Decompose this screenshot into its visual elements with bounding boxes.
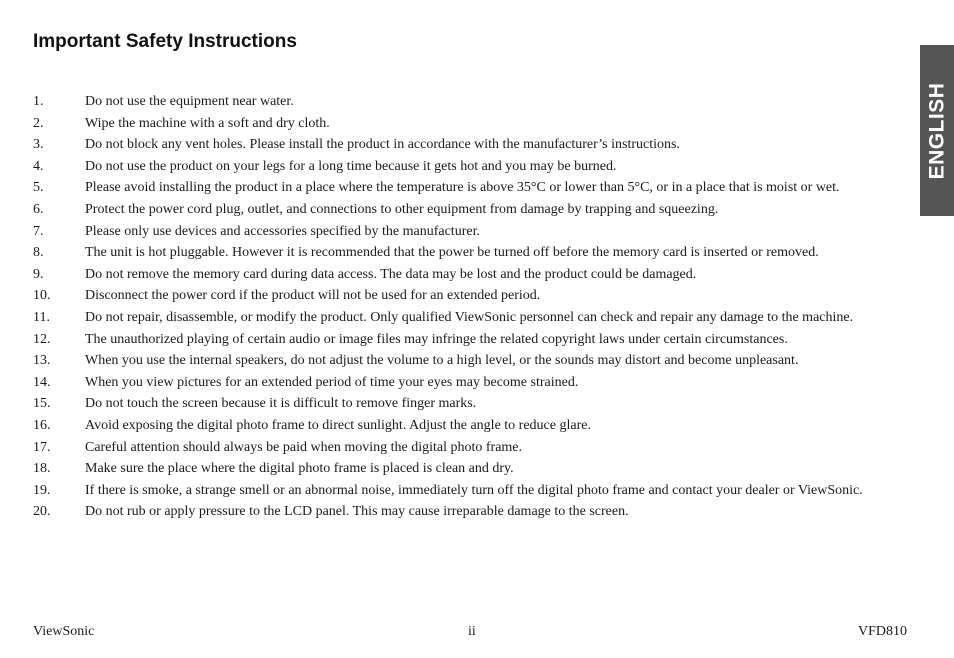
item-text: Protect the power cord plug, outlet, and connections to other equipment from damage by trapping and squeezing. <box>85 201 719 217</box>
item-number: 6. <box>33 201 44 217</box>
item-number: 15. <box>33 396 51 412</box>
item-number: 16. <box>33 417 51 433</box>
item-text: Please only use devices and accessories specified by the manufacturer. <box>85 223 480 239</box>
list-item <box>33 113 918 135</box>
language-tab-label: ENGLISH <box>925 82 948 179</box>
item-number: 7. <box>33 223 44 239</box>
item-number: 18. <box>33 461 51 477</box>
item-number: 13. <box>33 353 51 369</box>
list-item <box>33 177 918 199</box>
list-item <box>33 242 918 264</box>
item-text: Do not use the equipment near water. <box>85 94 294 109</box>
item-number: 12. <box>33 331 51 347</box>
list-item <box>33 415 918 437</box>
item-text: Do not repair, disassemble, or modify the product. Only qualified ViewSonic personnel can check and repair any damage to the machine. <box>85 309 854 325</box>
item-number: 19. <box>33 482 51 498</box>
item-text: Do not use the product on your legs for a long time because it gets hot and you may be burned. <box>85 158 617 174</box>
item-number: 1. <box>33 94 44 109</box>
item-number: 17. <box>33 439 51 455</box>
list-item <box>33 393 918 415</box>
list-item <box>33 264 918 286</box>
footer-page-number: ii <box>468 624 476 639</box>
list-item <box>33 329 918 351</box>
item-number: 4. <box>33 158 44 174</box>
list-item <box>33 156 918 178</box>
list-item <box>33 372 918 394</box>
item-number: 2. <box>33 115 44 131</box>
item-text: Please avoid installing the product in a place where the temperature is above 35°C or lower than 5°C, or in a place that is moist or wet. <box>85 180 840 196</box>
item-text: Avoid exposing the digital photo frame to direct sunlight. Adjust the angle to reduce glare. <box>85 417 591 433</box>
item-text: Disconnect the power cord if the product will not be used for an extended period. <box>85 288 541 304</box>
item-number: 11. <box>33 309 50 325</box>
list-item <box>33 350 918 372</box>
item-text: Make sure the place where the digital photo frame is placed is clean and dry. <box>85 461 514 477</box>
item-number: 10. <box>33 288 51 304</box>
page-title: Important Safety Instructions <box>33 31 297 52</box>
item-text: Do not block any vent holes. Please install the product in accordance with the manufacturer’s instructions. <box>85 137 680 153</box>
footer-model: VFD810 <box>857 624 907 639</box>
item-number: 3. <box>33 137 44 153</box>
item-text: Wipe the machine with a soft and dry cloth. <box>85 115 330 131</box>
item-text: The unit is hot pluggable. However it is recommended that the power be turned off before the memory card is inserted or removed. <box>85 245 819 261</box>
item-text: Do not rub or apply pressure to the LCD panel. This may cause irreparable damage to the screen. <box>85 504 629 520</box>
list-item <box>33 307 918 329</box>
list-item <box>33 480 918 502</box>
item-text: When you view pictures for an extended period of time your eyes may become strained. <box>85 374 579 390</box>
list-item <box>33 501 918 523</box>
list-item <box>33 437 918 459</box>
item-text: When you use the internal speakers, do not adjust the volume to a high level, or the sounds may distort and become unpleasant. <box>85 353 799 369</box>
footer-brand: ViewSonic <box>33 624 95 639</box>
item-text: Careful attention should always be paid when moving the digital photo frame. <box>85 439 523 455</box>
list-item <box>33 458 918 480</box>
list-item <box>33 199 918 221</box>
item-number: 9. <box>33 266 44 282</box>
list-item <box>33 91 918 113</box>
list-item <box>33 221 918 243</box>
list-item <box>33 134 918 156</box>
item-number: 14. <box>33 374 51 390</box>
list-item <box>33 285 918 307</box>
item-text: Do not touch the screen because it is difficult to remove finger marks. <box>85 396 477 412</box>
item-text: The unauthorized playing of certain audio or image files may infringe the related copyright laws under certain circumstances. <box>85 331 788 347</box>
safety-instructions-list <box>33 91 918 523</box>
item-number: 20. <box>33 504 51 520</box>
language-tab <box>920 45 954 216</box>
item-number: 5. <box>33 180 44 196</box>
item-text: Do not remove the memory card during data access. The data may be lost and the product could be damaged. <box>85 266 697 282</box>
item-number: 8. <box>33 245 44 261</box>
item-text: If there is smoke, a strange smell or an abnormal noise, immediately turn off the digital photo frame and contact your dealer or ViewSonic. <box>85 482 863 498</box>
